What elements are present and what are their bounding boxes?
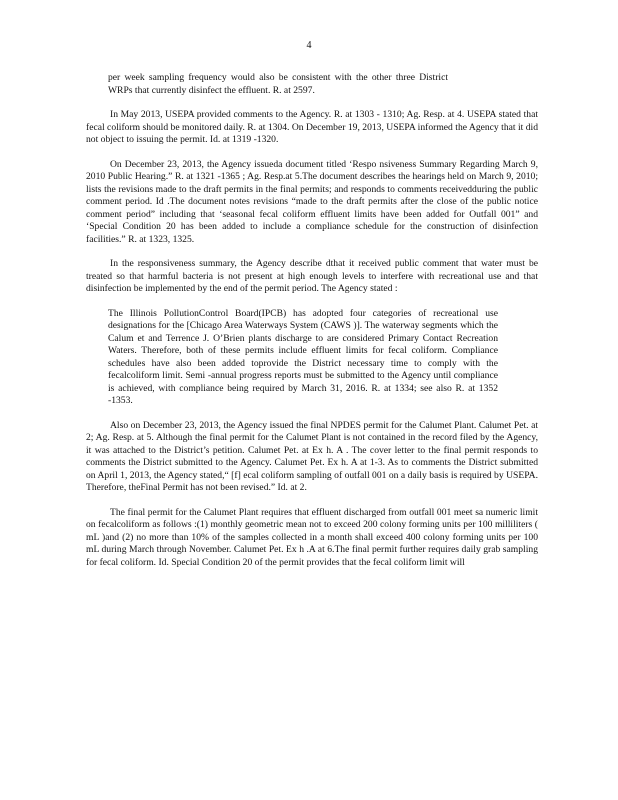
paragraph-final-permit-requirements	[86, 507, 538, 570]
body-text	[86, 72, 538, 581]
paragraph-responsiveness-summary	[86, 159, 538, 247]
paragraph-agency-stated	[86, 258, 538, 296]
paragraph-text: per week sampling frequency would also be consistent with the other three District WRPs that currently disinfect the effluent. R. at 2597.	[108, 72, 448, 96]
paragraph-usepa-comments	[86, 109, 538, 147]
paragraph-text: In May 2013, USEPA provided comments to the Agency. R. at 1303 - 1310; Ag. Resp. at 4. USEPA stated that fecal coliform should be monitored daily. R. at 1304. On December 19, 2013, USEPA informed the Agency that it did not object to issuing the permit. Id. at 1319 -1320.	[86, 109, 538, 145]
block-quote	[108, 308, 498, 408]
page-number: 4	[306, 40, 312, 51]
paragraph-text: Also on December 23, 2013, the Agency issued the final NPDES permit for the Calumet Plant. Calumet Pet. at 2; Ag. Resp. at 5. Although the final permit for the Calumet Plant is not contained in the record filed by the Agency, it was attached to the District’s petition. Calumet Pet. at Ex h. A . The cover letter to the final permit responds to comments the District submitted to the Agency. Calumet Pet. Ex h. A at 1-3. As to comments the District submitted on April 1, 2013, the Agency stated,“ [f] ecal coliform sampling of outfall 001 on a daily basis is required by USEPA. Therefore, theFinal Permit has not been revised.” Id. at 2.	[86, 419, 538, 493]
quote-text: The Illinois PollutionControl Board(IPCB) has adopted four categories of recreational use designations for the [Chicago Area Waterways System (CAWS )]. The waterway segments which the Calum et and Terrence J. O’Brien plants discharge to are considered Primary Contact Recreation Waters. Therefore, both of these permits include effluent limits for fecal coliform. Compliance schedules have also been added toprovide the District necessary time to comply with the fecalcoliform limit. Semi -annual progress reports must be submitted to the Agency until compliance is achieved, with compliance being required by March 31, 2016. R. at 1334; see also R. at 1352 -1353.	[108, 307, 498, 406]
paragraph-text: In the responsiveness summary, the Agency describe dthat it received public comment that water must be treated so that harmful bacteria is not present at high enough levels to interfere with recreational use and that disinfection be implemented by the end of the permit period. The Agency stated :	[86, 258, 538, 294]
paragraph-text: On December 23, 2013, the Agency issueda document titled ‘Respo nsiveness Summary Regarding March 9, 2010 Public Hearing.” R. at 1321 -1365 ; Ag. Resp.at 5.The document describes the hearings held on March 9, 2010; lists the revisions made to the draft permits in the final permits; and responds to comments receivedduring the public comment period. Id .The document notes revisions “made to the draft permits after the close of the public notice comment period” including that ‘seasonal fecal coliform effluent limits have been added for Outfall 001” and ‘Special Condition 20 has been added to include a compliance schedule for the construction of disinfection facilities.” R. at 1323, 1325.	[86, 158, 538, 245]
paragraph-final-permit-issued	[86, 420, 538, 495]
paragraph-text: The final permit for the Calumet Plant requires that effluent discharged from outfall 001 meet sa numeric limit on fecalcoliform as follows :(1) monthly geometric mean not to exceed 200 colony forming units per 100 milliliters ( mL )and (2) no more than 10% of the samples collected in a month shall exceed 400 colony forming units per 100 mL during March through November. Calumet Pet. Ex h .A at 6.The final permit further requires daily grab sampling for fecal coliform. Id. Special Condition 20 of the permit provides that the fecal coliform limit will	[86, 506, 538, 568]
paragraph-continuation	[86, 72, 448, 97]
